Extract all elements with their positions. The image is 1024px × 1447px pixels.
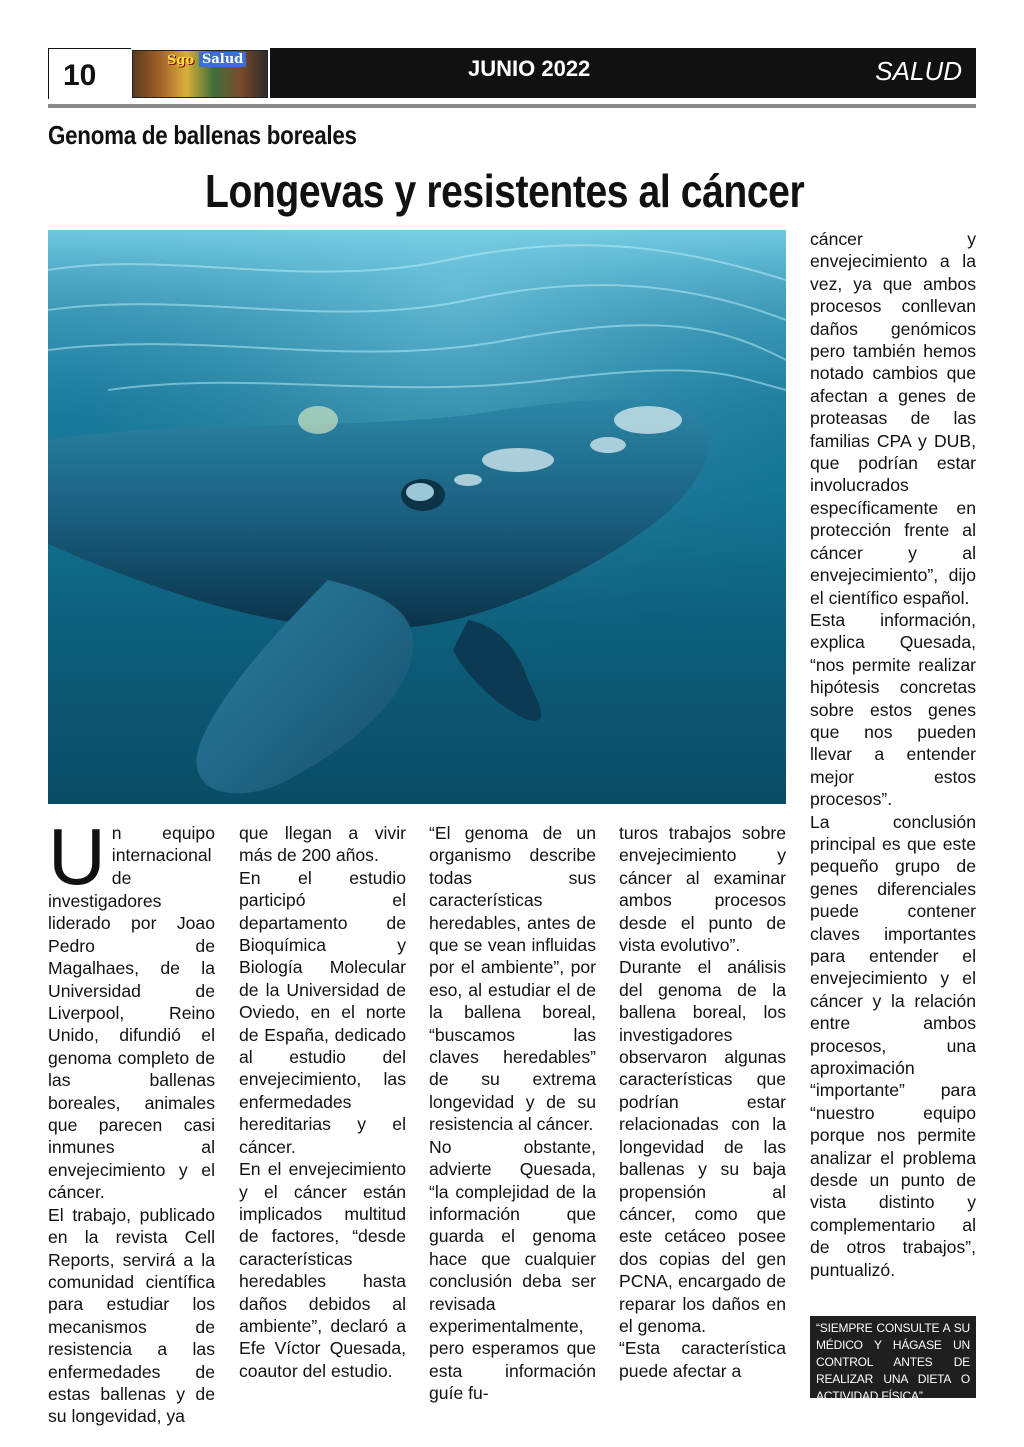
paragraph: En el estudio participó el departamento de Bioquímica y Biología Molecular de la Universidad de Oviedo, en el norte de España, dedicado al estudio del envejecimiento, las enfermedades hereditarias y el cáncer. xyxy=(239,867,406,1157)
health-notice-text: “SIEMPRE CONSULTE A SU MÉDICO Y HÁGASE UN CONTROL ANTES DE REALIZAR UNA DIETA O ACTIVIDAD FÍSICA” xyxy=(816,1321,970,1403)
header-rule xyxy=(48,104,976,108)
paragraph: cáncer y envejecimiento a la vez, ya que ambos procesos conllevan daños genómicos pero también hemos notado cambios que afectan a genes de proteasas de las familias CPA y DUB, que podrían estar involucrados específicamente en protección frente al cáncer y al envejecimiento”, dijo el científico español. xyxy=(810,229,976,608)
paragraph: “El genoma de un organismo describe todas sus características heredables, antes de que se vean influidas por el ambiente”, por eso, al estudiar el de la ballena boreal, “buscamos las claves heredables” de su extrema longevidad y de su resistencia al cáncer. xyxy=(429,823,596,1135)
health-notice-box xyxy=(810,1316,976,1403)
article-headline: Longevas y resistentes al cáncer xyxy=(205,165,805,217)
article-column-5 xyxy=(810,228,976,1281)
paragraph: En el envejecimiento y el cáncer están implicados multitud de factores, “desde características heredables hasta daños debidos al ambiente”, declaró a Efe Víctor Quesada, coautor del estudio. xyxy=(239,1159,406,1381)
section-name: SALUD xyxy=(875,56,962,86)
header-bar xyxy=(270,48,976,98)
article-column-3 xyxy=(429,822,596,1405)
article-column-2 xyxy=(239,822,406,1382)
paragraph: No obstante, advierte Quesada, “la complejidad de la información que guarda el genoma hace que cualquier conclusión deba ser revisada experimentalmente, pero esperamos que esta información guíe fu- xyxy=(429,1136,596,1404)
paragraph: Durante el análisis del genoma de la ballena boreal, los investigadores observaron algunas características que podrían estar relacionadas con la longevidad de las ballenas y su baja propensión al cáncer, como que este cetáceo posee dos copias del gen PCNA, encargado de reparar los daños en el genoma. xyxy=(619,957,786,1336)
paragraph: Esta información, explica Quesada, “nos permite realizar hipótesis concretas sobre estos genes que nos pueden llevar a entender mejor estos procesos”. xyxy=(810,609,976,810)
page-header xyxy=(48,48,976,100)
page-number-box xyxy=(48,48,131,99)
paragraph: turos trabajos sobre envejecimiento y cáncer al examinar ambos procesos desde el punto de vista evolutivo”. xyxy=(619,823,786,956)
page-number: 10 xyxy=(63,59,97,92)
paragraph: n equipo internacional de investigadores liderado por Joao Pedro de Magalhaes, de la Universidad de Liverpool, Reino Unido, difundió el genoma completo de las ballenas boreales, animales que parecen casi inmunes al envejecimiento y el cáncer. xyxy=(48,823,215,1203)
publication-logo xyxy=(132,50,268,98)
article-kicker: Genoma de ballenas boreales xyxy=(48,120,357,150)
logo-word-sgo: Sgo xyxy=(167,53,195,68)
article-column-1 xyxy=(48,812,215,1428)
paragraph: “Esta característica puede afectar a xyxy=(619,1338,786,1381)
logo-word-salud: Salud xyxy=(199,52,246,67)
paragraph: La conclusión principal es que este pequeño grupo de genes diferenciales puede contener claves importantes para entender el envejecimiento y el cáncer y la relación entre ambos procesos, una aproximación “importante” para “nuestro equipo porque nos permite analizar el problema desde un punto de vista distinto y complementario al de otros trabajos”, puntualizó. xyxy=(810,811,976,1280)
whale-photo xyxy=(48,230,786,804)
drop-cap: U xyxy=(48,812,106,901)
whale-illustration xyxy=(48,230,786,804)
issue-month: JUNIO 2022 xyxy=(468,56,591,81)
paragraph: que llegan a vivir más de 200 años. xyxy=(239,823,406,866)
paragraph: El trabajo, publicado en la revista Cell Reports, servirá a la comunidad científica para estudiar los mecanismos de resistencia a las enfermedades de estas ballenas y de su longevidad, ya xyxy=(48,1204,215,1427)
article-column-4 xyxy=(619,822,786,1382)
